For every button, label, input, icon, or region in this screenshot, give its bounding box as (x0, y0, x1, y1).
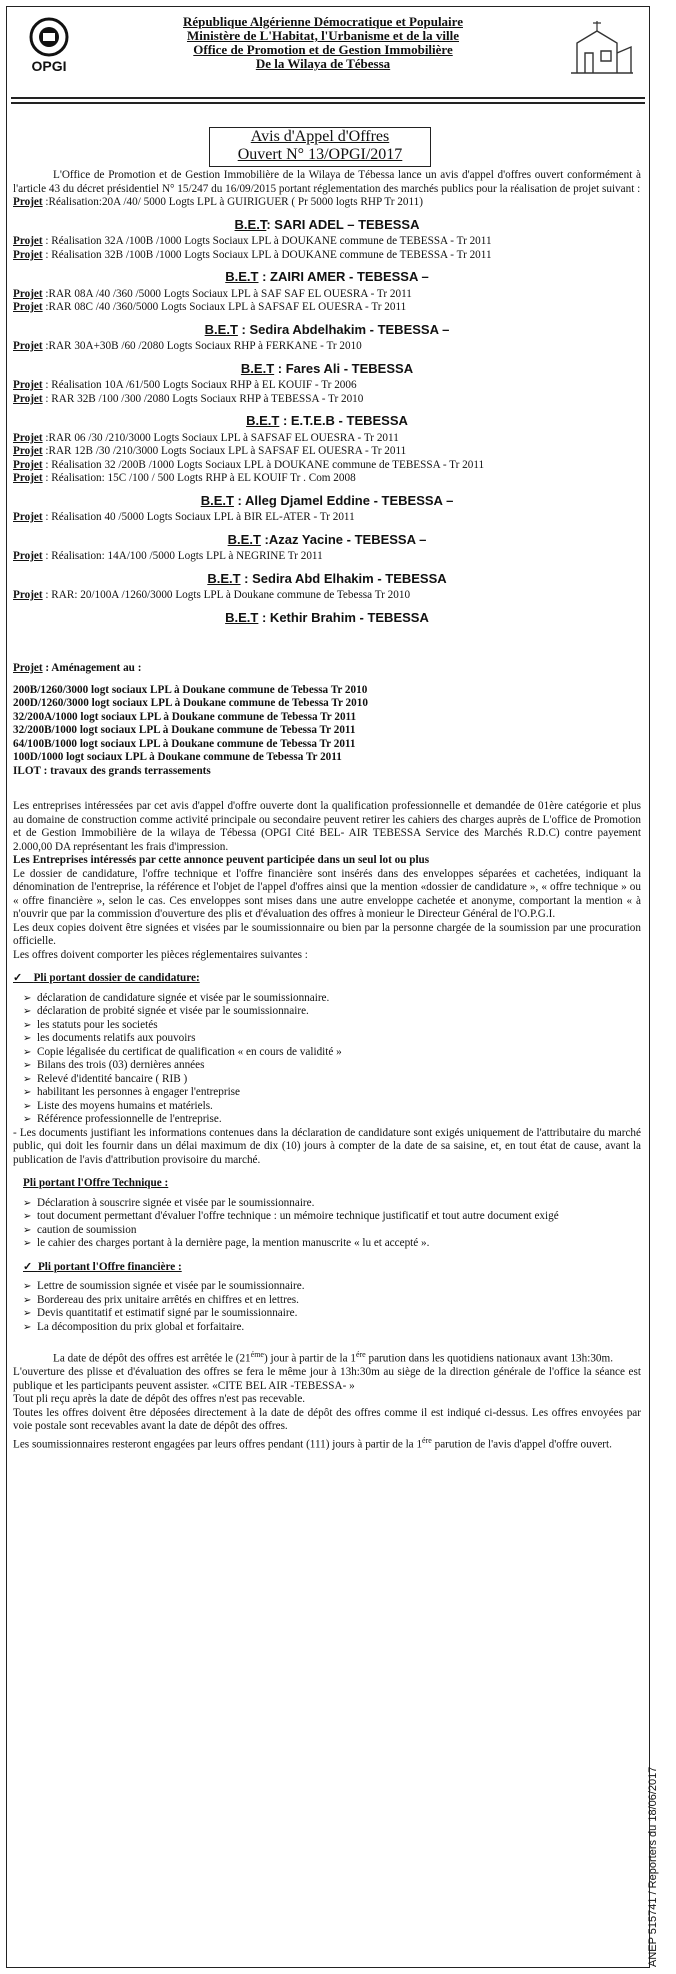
dossier-item: ➢ déclaration de candidature signée et visée par le soumissionnaire. (23, 992, 641, 1006)
project-label: Projet (13, 235, 43, 247)
project-label: Projet (13, 662, 43, 674)
closing-deposit: Toutes les offres doivent être déposées directement à la date de dépôt des offres comme il est indiqué ci-dessus. Les offres envoyées par voie postale sont recevables avant la date de dépôt des offres. (13, 1406, 641, 1433)
notice-body (13, 169, 641, 1452)
financiere-heading-text: Pli portant l'Offre financière : (37, 1260, 182, 1273)
financiere-list (13, 1280, 641, 1334)
technique-list (13, 1197, 641, 1251)
project-text: : RAR: 20/100A /1260/3000 Logts LPL à Doukane commune de Tebessa Tr 2010 (42, 589, 411, 601)
bet-prefix: B.E.T (227, 531, 261, 547)
project-text: :RAR 08C /40 /360/5000 Logts Sociaux LPL à SAFSAF EL OUESRA - Tr 2011 (42, 301, 407, 313)
closing-opening: L'ouverture des plisse et d'évaluation des offres se fera le même jour à 13h:30m au siège de la direction générale de l'office la séance est publique et les participants peuvent assister. «CITE BEL AIR -TEBESSA- » (13, 1366, 641, 1392)
project-line (13, 459, 641, 473)
project-label: Projet (13, 445, 43, 457)
bet-prefix: B.E.T (204, 321, 238, 337)
notice-page (6, 6, 659, 1968)
project-text: :RAR 06 /30 /210/3000 Logts Sociaux LPL à SAFSAF EL OUESRA - Tr 2011 (42, 431, 399, 444)
project-label: Projet (13, 392, 43, 405)
project-line (13, 445, 641, 459)
financiere-item: ➢ Lettre de soumission signée et visée par le soumissionnaire. (23, 1280, 641, 1294)
side-note (633, 1627, 659, 1967)
dossier-item: ➢ Relevé d'identité bancaire ( RIB ) (23, 1073, 641, 1087)
bet-prefix: B.E.T (240, 360, 275, 376)
svg-text:OPGI: OPGI (31, 58, 67, 74)
project-text: :Réalisation:20A /40/ 5000 Logts LPL à GUIRIGUER ( Pr 5000 logts RHP Tr 2011) (42, 196, 423, 208)
opgi-logo (21, 15, 77, 77)
project-text: :RAR 08A /40 /360 /5000 Logts Sociaux LPL à SAF SAF EL OUESRA - Tr 2011 (42, 287, 412, 300)
closing-date (13, 1348, 641, 1366)
bet-heading (13, 572, 641, 586)
project-line (13, 288, 641, 302)
header-line: République Algérienne Démocratique et Populaire (183, 14, 463, 29)
project-label: Projet (13, 248, 43, 261)
ilot-line: ILOT : travaux des grands terrassements (13, 764, 211, 777)
closing-text: parution dans les quotidiens nationaux avant 13h:30m. (368, 1352, 614, 1365)
bet-name: : E.T.E.B - TEBESSA (279, 413, 408, 428)
bet-name: : Sedira Abdelhakim - TEBESSA – (237, 321, 450, 337)
project-label: Projet (13, 589, 43, 601)
dossier-item: ➢ habilitant les personnes à engager l'entreprise (23, 1086, 641, 1100)
amenagement-line: 200B/1260/3000 logt sociaux LPL à Doukane commune de Tebessa Tr 2010 (13, 683, 368, 696)
project-line (13, 589, 641, 603)
technique-item: ➢ Déclaration à souscrire signée et visée par le soumissionnaire. (23, 1197, 641, 1211)
project-label: Projet (13, 550, 43, 562)
project-line (13, 196, 641, 210)
dossier-list (13, 992, 641, 1127)
bet-name: : SARI ADEL – TEBESSA (266, 216, 420, 232)
project-label: Projet (13, 458, 43, 471)
project-text: : Réalisation 40 /5000 Logts Sociaux LPL à BIR EL-ATER - Tr 2011 (42, 511, 355, 523)
closing-text: La date de dépôt des offres est arrêtée le (21 (53, 1352, 251, 1365)
bet-heading (13, 270, 641, 284)
dossier-item: ➢ Référence professionnelle de l'entreprise. (23, 1113, 641, 1127)
project-line (13, 472, 641, 486)
project-label: Projet (13, 511, 43, 523)
project-label: Projet (13, 431, 43, 444)
header-line: Ministère de L'Habitat, l'Urbanisme et de la ville (186, 28, 459, 43)
notice-title (209, 127, 431, 167)
bet-heading (13, 218, 641, 232)
project-text: :RAR 30A+30B /60 /2080 Logts Sociaux RHP à FERKANE - Tr 2010 (42, 340, 362, 352)
project-line (13, 379, 641, 393)
bet-prefix: B.E.T (200, 492, 234, 508)
technique-item: ➢ tout document permettant d'évaluer l'offre technique : un mémoire technique justificatif et tout autre document exigé (23, 1210, 641, 1224)
dossier-item: ➢ Bilans des trois (03) dernières années (23, 1059, 641, 1073)
building-sketch (567, 13, 637, 79)
dossier-heading: ✓ Pli portant dossier de candidature: (13, 972, 200, 984)
bet-prefix: B.E.T (234, 216, 267, 232)
technique-item: ➢ le cahier des charges portant à la dernière page, la mention manuscrite « lu et accepté ». (23, 1237, 641, 1251)
project-line (13, 393, 641, 407)
side-note-text: ANEP 515741 / Reporters du 18/06/2017 (647, 1766, 659, 1967)
bet-name: : Alleg Djamel Eddine - TEBESSA – (233, 492, 454, 508)
superscript: ére (422, 1435, 432, 1445)
project-text: : Aménagement au : (42, 662, 142, 674)
project-text: :RAR 12B /30 /210/3000 Logts Sociaux LPL à SAFSAF EL OUESRA - Tr 2011 (42, 445, 407, 457)
bet-name: : ZAIRI AMER - TEBESSA – (258, 269, 429, 284)
header-line: Office de Promotion et de Gestion Immobilière (193, 42, 453, 57)
conditions-pieces: Les offres doivent comporter les pièces réglementaires suivantes : (13, 948, 308, 961)
bet-prefix: B.E.T (246, 413, 280, 428)
conditions-envelopes: Le dossier de candidature, l'offre technique et l'offre financière sont insérés dans des enveloppes séparées et cachetées, indiquant la dénomination de l'entreprise, la référence et l'objet de l'appel d'offres ainsi que la mention «dossier de candidature », « offre technique » ou « offre financière », selon le cas. Ces enveloppes sont mises dans une autre enveloppe cachetée et anonyme, comportant la mention « à n'ouvrir que par la commission d'ouverture des plis et d'évaluation des offres à monieur le Directeur Général de l'O.P.G.I. (13, 867, 641, 920)
header (7, 7, 649, 95)
project-label: Projet (13, 379, 43, 391)
financiere-item: ➢ Bordereau des prix unitaire arrêtés en chiffres et en lettres. (23, 1294, 641, 1308)
bet-name: : Fares Ali - TEBESSA (274, 360, 414, 376)
financiere-item: ➢ Devis quantitatif et estimatif signé par le soumissionnaire. (23, 1307, 641, 1321)
project-line (13, 235, 641, 249)
closing-text: parution de l'avis d'appel d'offre ouvert. (431, 1438, 612, 1451)
bet-groups (13, 218, 641, 625)
conditions-paragraph: Les entreprises intéressées par cet avis d'appel d'offre ouverte dont la qualification professionnelle et demandée de 01ère catégorie et plus au domaine de construction comme activité principale ou secondaire peuvent retirer les cahiers des charges auprès de L'office de Promotion et de Gestion Immobilière de la wilaya de Tébessa (OPGI Cité BEL- AIR TEBESSA Service des Marchés R.D.C) contre payement 2.000,00 DA représentant les frais d'impression. (13, 800, 641, 853)
project-label: Projet (13, 340, 43, 352)
superscript: éme (250, 1350, 264, 1359)
project-line (13, 340, 641, 354)
bet-heading (13, 362, 641, 376)
amenagement-list (13, 684, 641, 779)
project-text: : Réalisation 10A /61/500 Logts Sociaux RHP à EL KOUIF - Tr 2006 (42, 379, 357, 391)
project-label: Projet (13, 472, 43, 484)
technique-heading: Pli portant l'Offre Technique : (23, 1177, 169, 1189)
title-line: Avis d'Appel d'Offres (250, 128, 390, 145)
financiere-item: ➢ La décomposition du prix global et forfaitaire. (23, 1321, 641, 1335)
project-label: Projet (13, 287, 43, 300)
project-line (13, 511, 641, 525)
dossier-item: ➢ les documents relatifs aux pouvoirs (23, 1032, 641, 1046)
dossier-item: ➢ déclaration de probité signée et visée par le soumissionnaire. (23, 1005, 641, 1019)
amenagement-line: 100D/1000 logt sociaux LPL à Doukane commune de Tebessa Tr 2011 (13, 751, 342, 763)
closing-text: ) jour à partir de la 1 (263, 1352, 356, 1365)
bet-heading (13, 414, 641, 428)
project-text: : Réalisation 32B /100B /1000 Logts Sociaux LPL à DOUKANE commune de TEBESSA - Tr 2011 (42, 248, 492, 261)
conditions-copies: Les deux copies doivent être signées et visées par le soumissionnaire ou bien par la personne chargée de la soumission par une procuration officielle. (13, 921, 641, 947)
project-line (13, 550, 641, 564)
technique-item: ➢ caution de soumission (23, 1224, 641, 1238)
bet-heading (13, 611, 641, 625)
closing-validity (13, 1434, 641, 1452)
dossier-item: ➢ les statuts pour les societés (23, 1019, 641, 1033)
project-text: : Réalisation 32A /100B /1000 Logts Sociaux LPL à DOUKANE commune de TEBESSA - Tr 2011 (42, 235, 492, 247)
closing-text: Les soumissionnaires resteront engagées par leurs offres pendant (111) jours à partir de la 1 (13, 1438, 423, 1451)
amenagement-line: 200D/1260/3000 logt sociaux LPL à Doukane commune de Tebessa Tr 2010 (13, 697, 368, 709)
project-text: : Réalisation: 14A/100 /5000 Logts LPL à NEGRINE Tr 2011 (42, 550, 323, 562)
financiere-heading: ✓ Pli portant l'Offre financière : (23, 1260, 182, 1273)
project-text: : Réalisation 32 /200B /1000 Logts Sociaux LPL à DOUKANE commune de TEBESSA - Tr 2011 (42, 458, 485, 471)
amenagement-line: 32/200A/1000 logt sociaux LPL à Doukane commune de Tebessa Tr 2011 (13, 710, 357, 723)
superscript: ére (355, 1350, 366, 1359)
amenagement-line: 64/100B/1000 logt sociaux LPL à Doukane commune de Tebessa Tr 2011 (13, 737, 356, 750)
title-number: Ouvert N° 13/OPGI/2017 (237, 146, 403, 163)
divider (11, 97, 645, 99)
project-label: Projet (13, 196, 43, 208)
dossier-note: - Les documents justifiant les informations contenues dans la déclaration de candidature sont exigés uniquement de l'attributaire du marché public, qui doit les fournir dans un délai maximum de dix (10) jours à compter de la date de sa saisine, et, en tout état de cause, avant la publication de l'avis d'attribution provisoire du marché. (13, 1126, 641, 1166)
divider (11, 102, 645, 104)
intro-paragraph: L'Office de Promotion et de Gestion Immobilière de la Wilaya de Tébessa lance un avis d'appel d'offres ouvert conformément à l'article 43 du décret présidentiel N° 15/247 du 16/09/2015 portant réglementation des marchés publics pour la réalisation de projet suivant : (13, 169, 641, 195)
bet-heading (13, 533, 641, 547)
amenagement-line: 32/200B/1000 logt sociaux LPL à Doukane commune de Tebessa Tr 2011 (13, 724, 356, 736)
project-text: : RAR 32B /100 /300 /2080 Logts Sociaux RHP à TEBESSA - Tr 2010 (42, 392, 364, 405)
bet-name: : Sedira Abd Elhakim - TEBESSA (240, 570, 447, 586)
dossier-heading-text: Pli portant dossier de candidature: (33, 972, 200, 984)
conditions-lots: Les Entreprises intéressés par cette annonce peuvent participée dans un seul lot ou plus (13, 854, 430, 866)
project-line (13, 249, 641, 263)
closing-late: Tout pli reçu après la date de dépôt des offres n'est pas recevable. (13, 1393, 306, 1406)
project-line (13, 432, 641, 446)
header-line: De la Wilaya de Tébessa (255, 56, 391, 71)
bet-prefix: B.E.T (225, 269, 259, 284)
project-line (13, 301, 641, 315)
project-label: Projet (13, 301, 43, 313)
dossier-item: ➢ Liste des moyens humains et matériels. (23, 1100, 641, 1114)
project-text: : Réalisation: 15C /100 / 500 Logts RHP à EL KOUIF Tr . Com 2008 (42, 472, 356, 484)
bet-prefix: B.E.T (207, 570, 241, 586)
bet-heading (13, 323, 641, 337)
bet-prefix: B.E.T (225, 609, 259, 625)
dossier-item: ➢ Copie légalisée du certificat de qualification « en cours de validité » (23, 1046, 641, 1060)
amenagement-heading (13, 662, 641, 676)
bet-name: :Azaz Yacine - TEBESSA – (260, 531, 427, 547)
bet-heading (13, 494, 641, 508)
bet-name: : Kethir Brahim - TEBESSA (258, 609, 429, 625)
